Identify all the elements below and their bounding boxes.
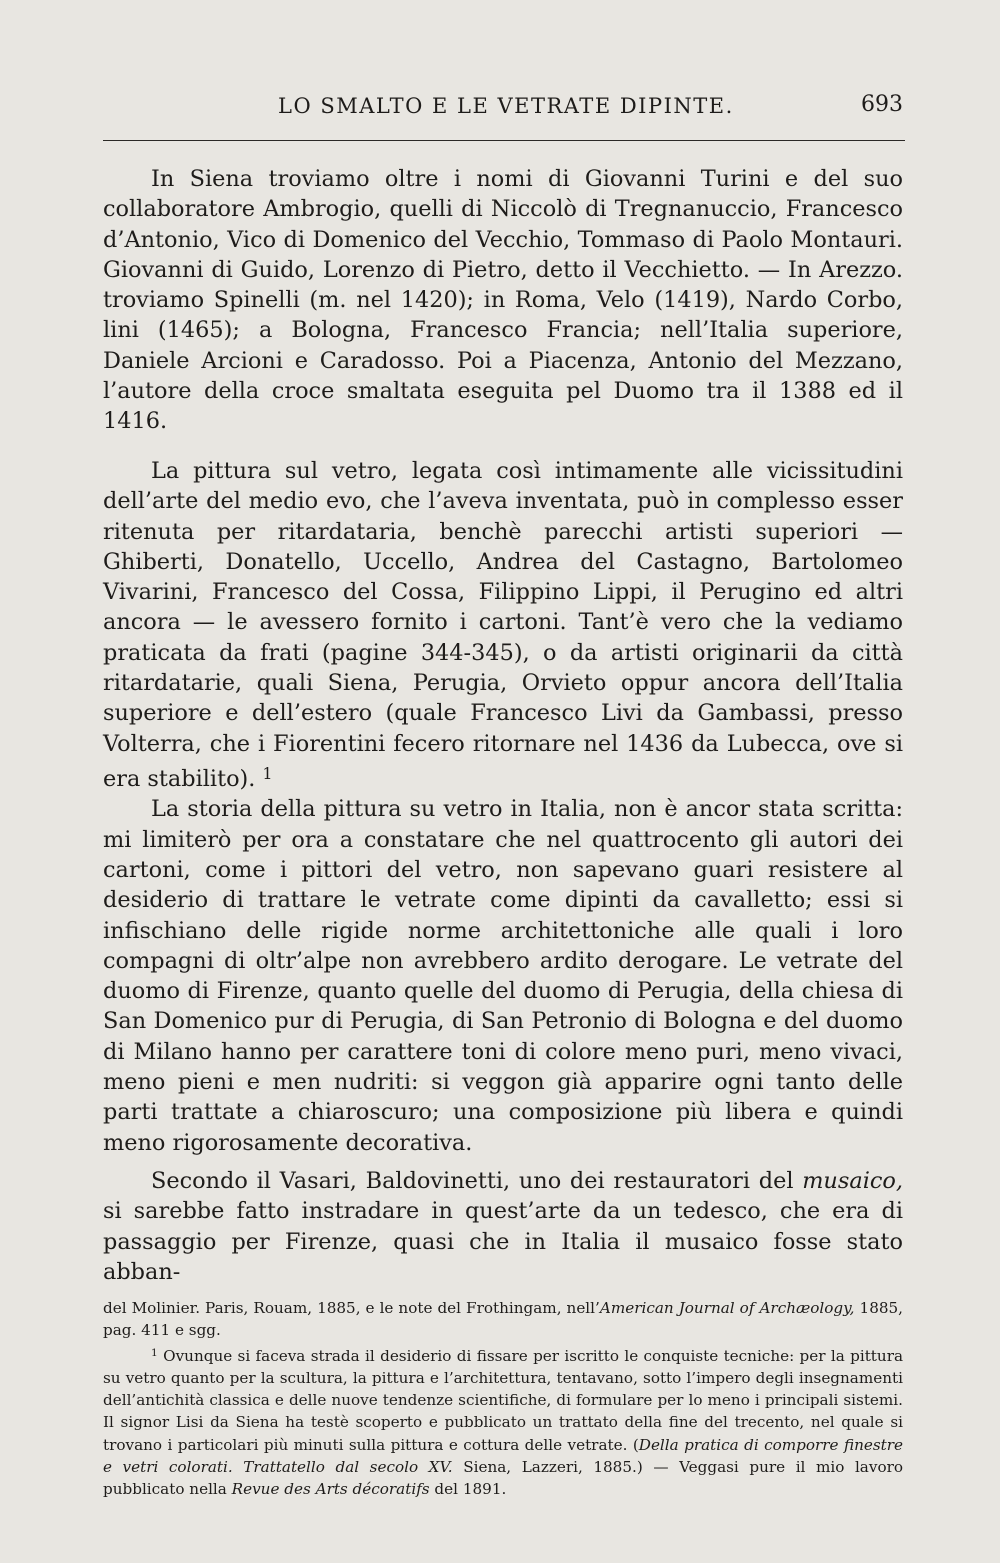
body-paragraph-2 [103,456,903,794]
footnote-marker: 1 [151,1345,158,1359]
paragraph-text: si sarebbe fatto instradare in quest’arte da un tedesco, che era di passaggio per Firenze, quasi che in Italia il musaico fosse stato abban- [103,1198,903,1285]
header-rule [103,140,905,141]
paragraph-text: La pittura sul vetro, legata così intimamente alle vicissitudini dell’arte del medio evo, che l’aveva inventata, può in complesso esser ritenuta per ritardataria, benchè parecchi artisti superiori — Ghiberti, Donatello, Uccello, Andrea del Castagno, Bartolomeo Vivarini, Francesco del Cossa, Filippino Lippi, il Perugino ed altri ancora — le avessero fornito i cartoni. Tant’è vero che la vediamo praticata da frati (pagine 344-345), o da artisti originarii da città ritardatarie, quali Siena, Perugia, Orvieto oppur ancora dell’Italia superiore e dell’estero (quale Francesco Livi da Gambassi, presso Volterra, che i Fiorentini fecero ritornare nel 1436 da Lubecca, ove si era stabilito). [103,458,903,793]
body-paragraph-4 [103,1166,903,1287]
body-paragraph-1 [103,164,903,437]
journal-title: American Journal of Archæology, [599,1299,855,1317]
treatise-title: Della pratica di comporre finestre e vetri colorati. Trattatello dal secolo XV. [103,1435,903,1476]
italic-term: musaico, [802,1168,903,1194]
body-paragraph-3: La storia della pittura su vetro in Italia, non è ancor stata scritta: mi limiterò per ora a constatare che nel quattrocento gli autori dei cartoni, come i pittori del vetro, non sapevano guari resistere al desiderio di trattare le vetrate come dipinti da cavalletto; essi si infischiano delle rigide norme architettoniche alle quali i loro compagni di oltr’alpe non avrebbero ardito derogare. Le vetrate del duomo di Firenze, quanto quelle del duomo di Perugia, della chiesa di San Domenico pur di Perugia, di San Petronio di Bologna e del duomo di Milano hanno per carattere toni di colore meno puri, meno vivaci, meno pieni e men nudriti: si veggon già apparire ogni tanto delle parti trattate a chiaroscuro; una composizione più libera e quindi meno rigorosamente decorativa. [103,796,903,1156]
footnote-continuation: del Molinier. Paris, Rouam, 1885, e le note del Frothingam, nell’American Journal of Archæology, 1885, pag. 411 e sgg. [103,1299,904,1340]
running-title: LO SMALTO E LE VETRATE DIPINTE. [278,94,734,118]
paragraph-text: In Siena troviamo oltre i nomi di Giovanni Turini e del suo collaboratore Ambrogio, quelli di Niccolò di Tregnanuccio, Francesco d’Antonio, Vico di Domenico del Vecchio, Tommaso di Paolo Montauri. Giovanni di Guido, Lorenzo di Pietro, detto il Vecchietto. — In Arezzo. troviamo Spinelli (m. nel 1420); in Roma, Velo (1419), Nardo Corbo, lini (1465); a Bologna, Francesco Francia; nell’Italia superiore, Daniele Arcioni e Caradosso. Poi a Piacenza, Antonio del Mezzano, l’autore della croce smaltata eseguita pel Duomo tra il 1388 ed il 1416. [103,166,903,435]
paragraph-text: Secondo il Vasari, Baldovinetti, uno dei restauratori del [151,1168,803,1194]
body-paragraphs-2-3 [103,456,903,1158]
page-header [103,88,903,128]
journal-title: Revue des Arts décoratifs [231,1480,430,1499]
page-number: 693 [861,92,903,117]
footnote-1: $^1$ Ovunque si faceva strada il desiderio di fissare per iscritto le conquiste tecniche: per la pittura su vetro quanto per la scultura, la pittura e l’architettura, tentavano, sotto l’impero degli insegnamenti dell’antichità classica e delle nuove tendenze scientifiche, di formulare per lo meno i principali sistemi. Il signor Lisi da Siena ha testè scoperto e pubblicato un trattato della fine del trecento, nel quale si trovano i particolari più minuti sulla pittura e cottura delle vetrate. (Della pratica di comporre finestre e vetri colorati. Trattatello dal secolo XV. Siena, Lazzeri, 1885.) — Veggasi pure il mio lavoro pubblicato nella Revue des Arts décoratifs del 1891. [103,1345,904,1499]
footnotes [103,1297,903,1500]
footnote-reference: 1 [262,763,273,783]
